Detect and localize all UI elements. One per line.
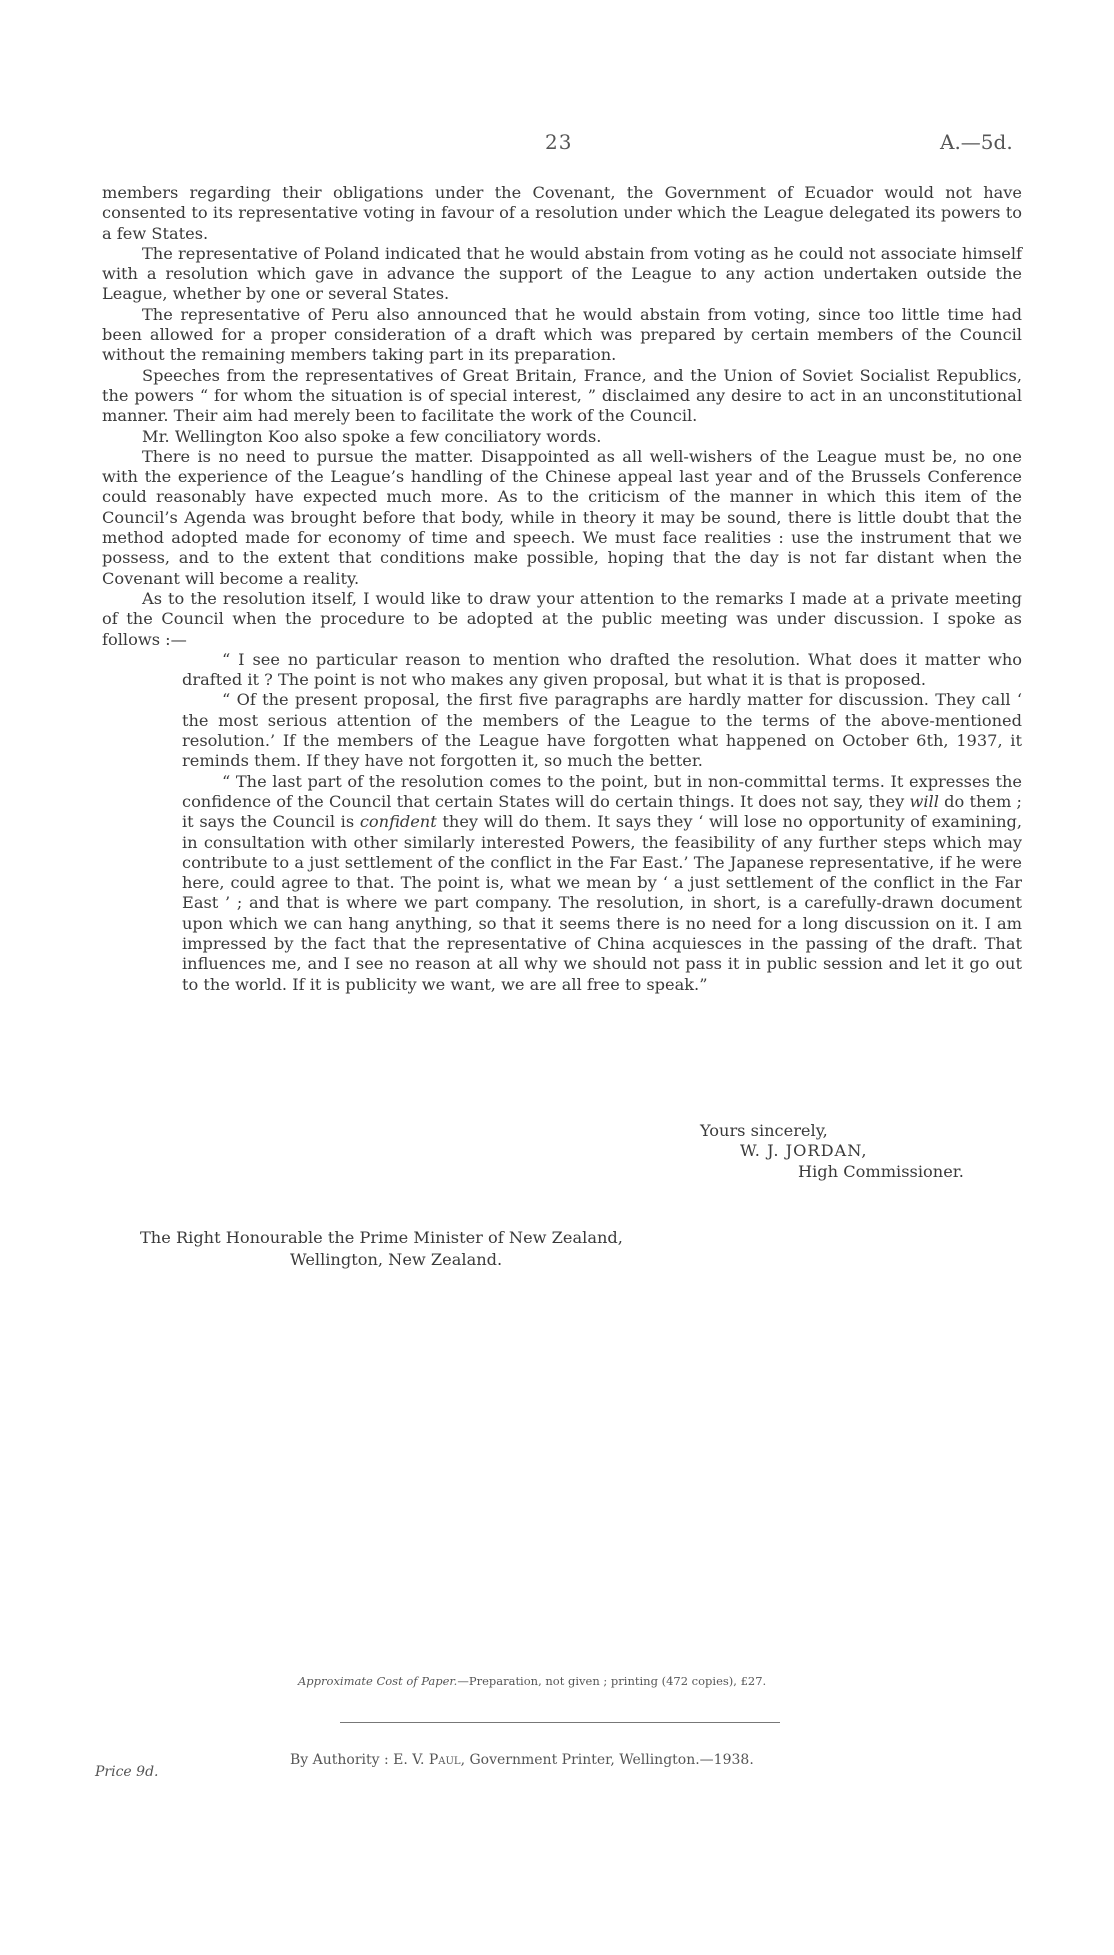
quote-3-will: will (909, 791, 939, 811)
body-text (102, 183, 1022, 995)
addressee-block (140, 1227, 623, 1271)
cost-label: Approximate Cost of Paper. (298, 1674, 458, 1688)
paragraph-realities: There is no need to pursue the matter. Disappointed as all well-wishers of the League must be, no one with the experience of the League’s handling of the Chinese appeal last year and of the Brussels Conference could reasonably have expected much more. As to the criticism of the manner in which this item of the Council’s Agenda was brought before that body, while in theory it may be sound, there is little doubt that the method adopted made for economy of time and speech. We must face realities : use the instrument that we possess, and to the extent that conditions make possible, hoping that the day is not far distant when the Covenant will become a reality. (102, 446, 1022, 588)
printer-name: E. V. Paul (393, 1752, 461, 1768)
quote-3-part-b: do them ; it says the Council is (182, 791, 1023, 832)
quote-3-confident: confident (359, 812, 437, 832)
quote-paragraph-2: “ Of the present proposal, the first five paragraphs are hardly matter for discussion. They call ‘ the most serious attention of the members of the League to the terms of the above-mentioned resolution.’ If the members of the League have forgotten what happened on October 6th, 1937, it reminds them. If they have not forgotten it, so much the better. (182, 690, 1022, 771)
quoted-remarks (182, 650, 1022, 995)
authority-suffix: , Government Printer, Wellington.—1938. (460, 1752, 754, 1768)
paragraph-koo: Mr. Wellington Koo also spoke a few conciliatory words. (142, 426, 602, 446)
paragraph-ecuador: members regarding their obligations under the Covenant, the Government of Ecuador would not have consented to its representative voting in favour of a resolution under which the League delegated its powers to a few States. (102, 183, 1022, 243)
footer-divider (340, 1722, 780, 1723)
cost-text: —Preparation, not given ; printing (472 copies), £27. (457, 1674, 767, 1688)
signature-name: W. J. JORDAN, (740, 1141, 868, 1161)
cost-note (298, 1674, 766, 1688)
paragraph-resolution: As to the resolution itself, I would like to draw your attention to the remarks I made at a private meeting of the Council when the procedure to be adopted at the public meeting was under discussion. I spoke as follows :— (102, 588, 1022, 649)
signature-block (700, 1121, 964, 1182)
authority-prefix: By Authority : (290, 1752, 394, 1768)
price-label: Price 9d. (95, 1764, 159, 1780)
quote-3-part-a: “ The last part of the resolution comes to the point, but in non-committal terms. It expresses the confidence of the Council that certain States will do certain things. It does not say, they (182, 771, 1022, 811)
signature-title: High Commissioner. (798, 1161, 964, 1181)
quote-paragraph-1: “ I see no particular reason to mention who drafted the resolution. What does it matter who drafted it ? The point is not who makes any given proposal, but what it is that is proposed. (182, 649, 1022, 690)
paragraph-poland: The representative of Poland indicated that he would abstain from voting as he could not associate himself with a resolution which gave in advance the support of the League to any action undertaken outside the League, whether by one or several States. (102, 243, 1022, 304)
quote-3-part-c: they will do them. It says they ‘ will lose no opportunity of examining, in consultation with other similarly interested Powers, the feasibility of any further steps which may contribute to a just settlement of the conflict in the Far East.’ The Japanese representative, if he were here, could agree to that. The point is, what we mean by ‘ a just settlement of the conflict in the Far East ’ ; and that is where we part company. The resolution, in short, is a carefully-drawn document upon which we can hang anything, so that it seems there is no need for a long discussion on it. I am impressed by the fact that the representative of China acquiesces in the passing of the draft. That influences me, and I see no reason at all why we should not pass it in public session and let it go out to the world. If it is publicity we want, we are all free to speak.” (182, 812, 1023, 994)
addressee-line-2: Wellington, New Zealand. (290, 1250, 503, 1269)
paragraph-peru: The representative of Peru also announced that he would abstain from voting, since too little time had been allowed for a proper consideration of a draft which was prepared by certain members of the Council without the remaining members taking part in its preparation. (102, 304, 1022, 365)
addressee-line-1: The Right Honourable the Prime Minister of New Zealand, (140, 1228, 623, 1247)
page-number: 23 (545, 130, 573, 154)
paragraph-speeches: Speeches from the representatives of Great Britain, France, and the Union of Soviet Socialist Republics, the powers “ for whom the situation is of special interest, ” disclaimed any desire to act in an unconstitutional manner. Their aim had merely been to facilitate the work of the Council. (102, 365, 1022, 426)
signature-closing: Yours sincerely, (700, 1121, 828, 1140)
quote-paragraph-3 (182, 772, 1022, 995)
printer-authority (290, 1752, 754, 1768)
document-reference: A.—5d. (940, 130, 1013, 154)
